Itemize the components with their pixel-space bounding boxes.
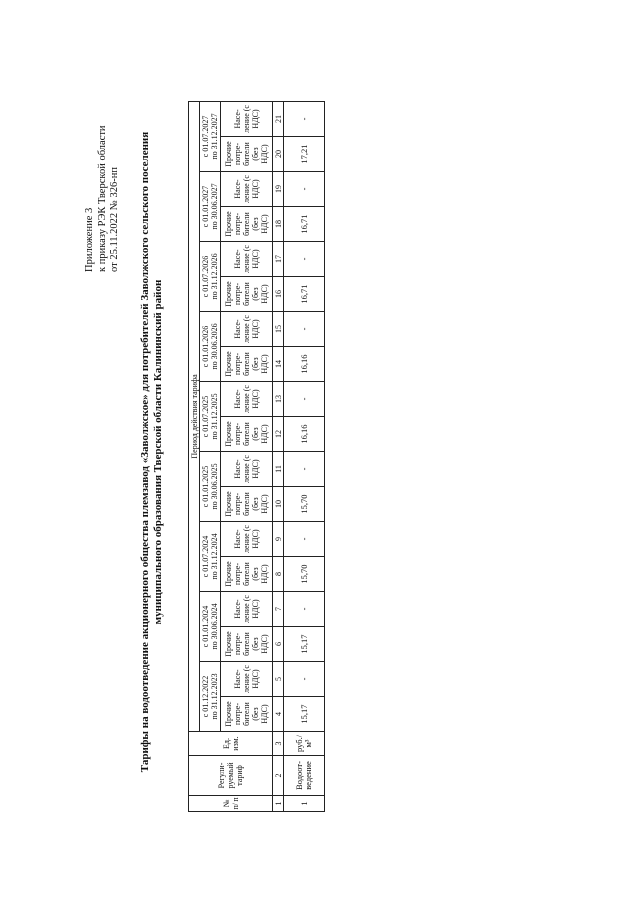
- period-from: с 01.01.2024: [201, 605, 210, 648]
- period-to: по 30.06.2024: [210, 603, 219, 650]
- header-consumer-groups: [221, 101, 273, 811]
- tariff-value: -: [284, 312, 325, 347]
- column-number: 17: [273, 242, 284, 277]
- header-other-consumers: Прочие потре- бители (без НДС): [221, 557, 273, 592]
- appendix-line-2: к приказу РЭК Тверской области: [96, 125, 108, 272]
- header-other-consumers: Прочие потре- бители (без НДС): [221, 417, 273, 452]
- column-number: 9: [273, 522, 284, 557]
- period-to: по 31.12.2026: [210, 253, 219, 300]
- period-to: по 31.12.2023: [210, 673, 219, 720]
- header-tariff: Регули- руемый тариф: [189, 756, 273, 796]
- tariff-value: -: [284, 662, 325, 697]
- period-to: по 30.06.2026: [210, 323, 219, 370]
- header-population: Насе- ление (с НДС): [221, 312, 273, 347]
- column-number: 21: [273, 101, 284, 136]
- row-unit: руб./м³: [284, 732, 325, 756]
- period-range: [200, 312, 221, 382]
- header-other-consumers: Прочие потре- бители (без НДС): [221, 627, 273, 662]
- column-number: 11: [273, 452, 284, 487]
- tariff-table-wrapper: [188, 102, 325, 812]
- period-from: с 01.07.2026: [201, 255, 210, 298]
- tariff-value: -: [284, 592, 325, 627]
- period-to: по 31.12.2027: [210, 113, 219, 160]
- title-line-1: Тарифы на водоотведение акционерного общества племзавод «Заволжское» для потребителей Заволжского сельского поселения: [139, 131, 151, 773]
- row-tariff: Водоот- ведение: [284, 756, 325, 796]
- appendix-line-3: от 25.11.2022 № 326-нп: [109, 167, 120, 272]
- tariff-value: -: [284, 522, 325, 557]
- title-line-2: муниципального образования Тверской области Калининский район: [152, 279, 164, 625]
- tariff-value: 16,71: [284, 207, 325, 242]
- tariff-value: -: [284, 452, 325, 487]
- tariff-value: 16,16: [284, 417, 325, 452]
- period-range: [200, 522, 221, 592]
- row-number: 1: [284, 796, 325, 812]
- document-title: [139, 92, 165, 812]
- period-from: с 01.01.2025: [201, 465, 210, 508]
- period-to: по 31.12.2024: [210, 533, 219, 580]
- period-from: с 01.01.2026: [201, 325, 210, 368]
- column-number: 8: [273, 557, 284, 592]
- column-number: 3: [273, 732, 284, 756]
- column-number: 19: [273, 172, 284, 207]
- header-period-ranges: [200, 101, 221, 811]
- header-number: № п/ п: [189, 796, 273, 812]
- column-number: 12: [273, 417, 284, 452]
- period-range: [200, 452, 221, 522]
- period-range: [200, 242, 221, 312]
- header-period: Период действия тарифа: [189, 101, 200, 731]
- header-population: Насе- ление (с НДС): [221, 592, 273, 627]
- header-unit: Ед. изм.: [189, 732, 273, 756]
- header-population: Насе- ление (с НДС): [221, 452, 273, 487]
- appendix-line-1: Приложение 3: [84, 207, 95, 272]
- tariff-value: -: [284, 382, 325, 417]
- period-range: [200, 172, 221, 242]
- period-from: с 01.07.2025: [201, 395, 210, 438]
- period-range: [200, 592, 221, 662]
- tariff-value: -: [284, 242, 325, 277]
- period-range: [200, 101, 221, 171]
- tariff-value: 15,70: [284, 487, 325, 522]
- rotated-landscape-content: [84, 82, 604, 832]
- header-other-consumers: Прочие потре- бители (без НДС): [221, 137, 273, 172]
- tariff-table: [188, 101, 325, 812]
- tariff-value: 15,17: [284, 697, 325, 732]
- column-number: 18: [273, 207, 284, 242]
- header-other-consumers: Прочие потре- бители (без НДС): [221, 487, 273, 522]
- appendix-reference: [84, 82, 122, 272]
- column-number: 7: [273, 592, 284, 627]
- header-population: Насе- ление (с НДС): [221, 172, 273, 207]
- period-to: по 31.12.2025: [210, 393, 219, 440]
- tariff-value: -: [284, 172, 325, 207]
- header-population: Насе- ление (с НДС): [221, 662, 273, 697]
- period-range: [200, 382, 221, 452]
- header-column-numbers: [273, 101, 284, 811]
- tariff-value: 15,70: [284, 557, 325, 592]
- tariff-value: 15,17: [284, 627, 325, 662]
- header-other-consumers: Прочие потре- бители (без НДС): [221, 277, 273, 312]
- header-population: Насе- ление (с НДС): [221, 242, 273, 277]
- header-other-consumers: Прочие потре- бители (без НДС): [221, 347, 273, 382]
- column-number: 5: [273, 662, 284, 697]
- column-number: 15: [273, 312, 284, 347]
- period-from: с 01.01.2027: [201, 185, 210, 228]
- column-number: 1: [273, 796, 284, 812]
- period-from: с 01.12.2022: [201, 675, 210, 718]
- period-to: по 30.06.2027: [210, 183, 219, 230]
- header-population: Насе- ление (с НДС): [221, 382, 273, 417]
- column-number: 14: [273, 347, 284, 382]
- tariff-value: 17,21: [284, 137, 325, 172]
- period-to: по 30.06.2025: [210, 463, 219, 510]
- column-number: 4: [273, 697, 284, 732]
- column-number: 10: [273, 487, 284, 522]
- tariff-value: -: [284, 101, 325, 136]
- tariff-value: 16,71: [284, 277, 325, 312]
- column-number: 16: [273, 277, 284, 312]
- header-population: Насе- ление (с НДС): [221, 101, 273, 136]
- period-range: [200, 662, 221, 732]
- header-population: Насе- ление (с НДС): [221, 522, 273, 557]
- period-from: с 01.07.2024: [201, 535, 210, 578]
- column-number: 13: [273, 382, 284, 417]
- column-number: 2: [273, 756, 284, 796]
- header-other-consumers: Прочие потре- бители (без НДС): [221, 697, 273, 732]
- table-row: [284, 101, 325, 811]
- column-number: 20: [273, 137, 284, 172]
- header-other-consumers: Прочие потре- бители (без НДС): [221, 207, 273, 242]
- period-from: с 01.07.2027: [201, 115, 210, 158]
- column-number: 6: [273, 627, 284, 662]
- tariff-value: 16,16: [284, 347, 325, 382]
